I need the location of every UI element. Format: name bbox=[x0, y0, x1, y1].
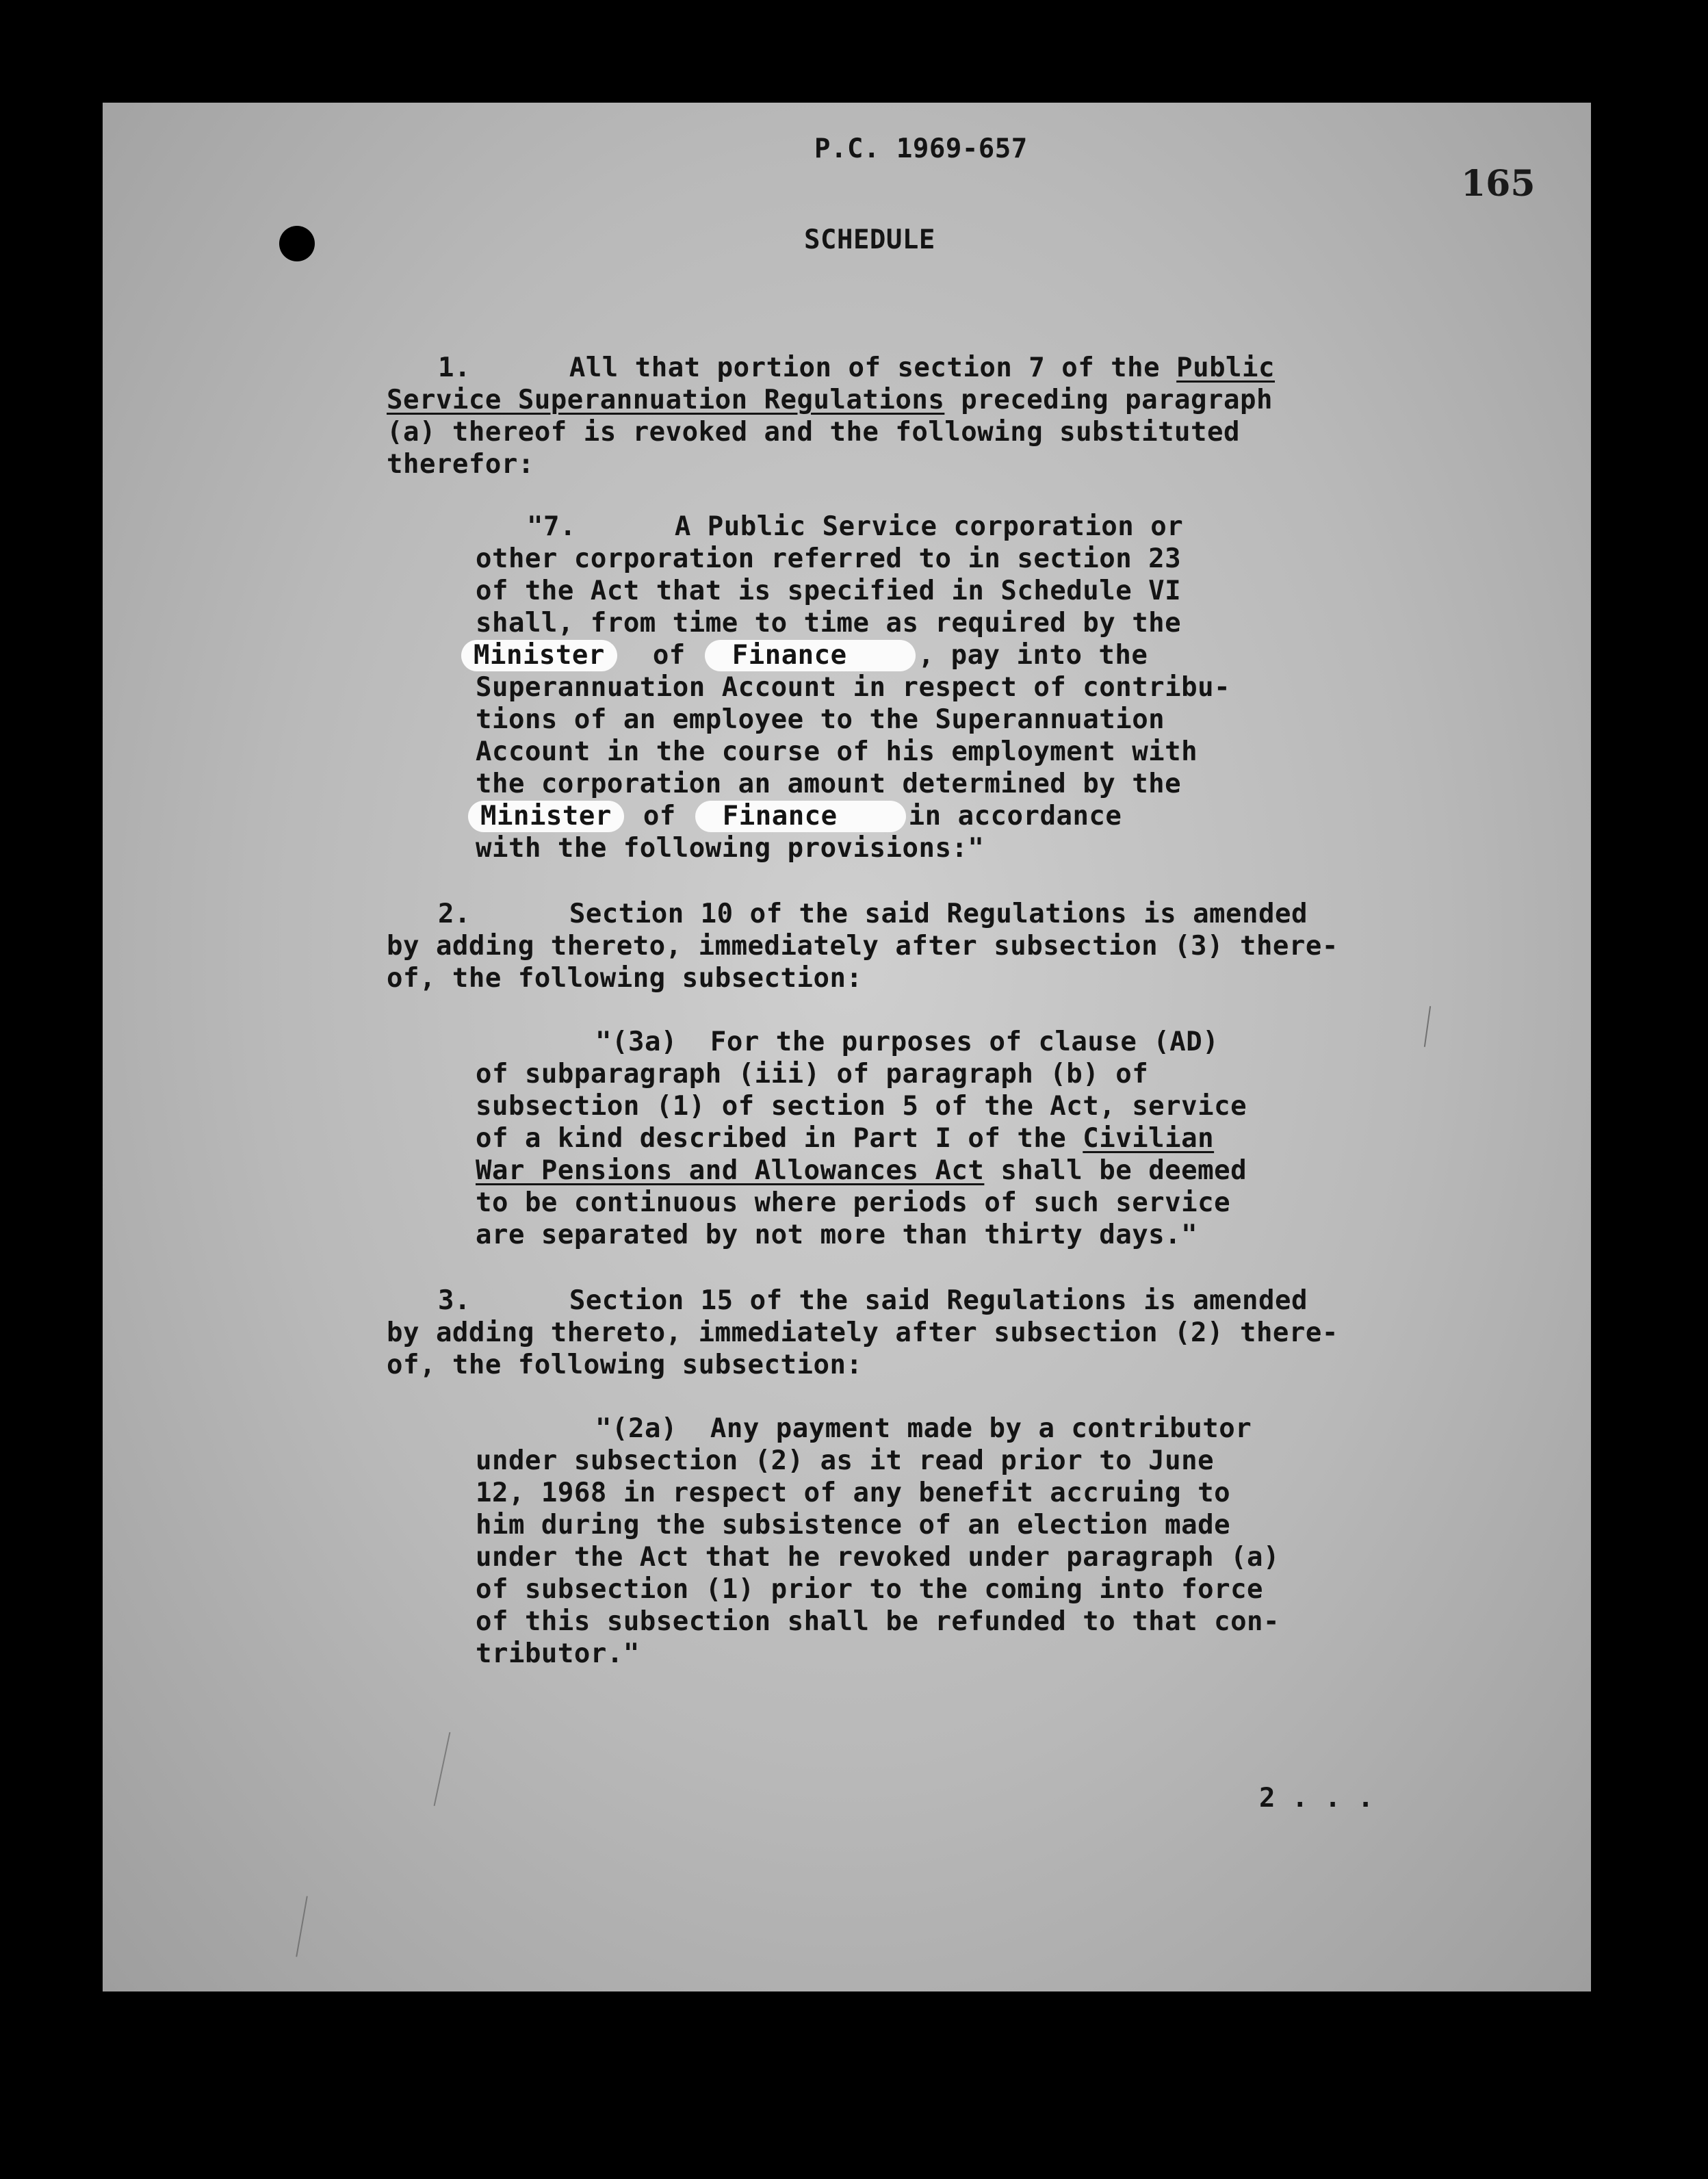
quote-2a-line-3: 12, 1968 in respect of any benefit accruing to bbox=[476, 1478, 1231, 1508]
quote-2a-line-1: "(2a) Any payment made by a contributor bbox=[595, 1413, 1252, 1444]
punch-hole bbox=[279, 226, 315, 261]
quote-3a-line-4: of a kind described in Part I of the Civilian bbox=[476, 1123, 1215, 1154]
continued-marker: 2 . . . bbox=[1259, 1783, 1374, 1814]
page-number: 165 bbox=[1461, 163, 1536, 205]
quote-7-line-7: tions of an employee to the Superannuation bbox=[476, 704, 1165, 735]
quote-2a-line-7: of this subsection shall be refunded to that con- bbox=[476, 1606, 1280, 1637]
quote-2a-line-5: under the Act that he revoked under paragraph (a) bbox=[476, 1542, 1280, 1573]
quote-7-line-1: "7. A Public Service corporation or bbox=[527, 511, 1184, 542]
quote-7-line-9: the corporation an amount determined by the bbox=[476, 769, 1182, 799]
scratch-mark bbox=[1424, 1006, 1431, 1047]
quote-2a-line-8: tributor." bbox=[476, 1638, 640, 1669]
quote-3a-line-3: subsection (1) of section 5 of the Act, service bbox=[476, 1091, 1247, 1122]
section-1-line-1: 1. All that portion of section 7 of the Public bbox=[438, 352, 1275, 383]
quote-3a-line-7: are separated by not more than thirty days." bbox=[476, 1220, 1198, 1250]
quote-7-line-10: Minister of Finance in accordance bbox=[465, 801, 1122, 832]
document-page bbox=[103, 103, 1591, 1991]
quote-3a-line-2: of subparagraph (iii) of paragraph (b) of bbox=[476, 1059, 1149, 1090]
quote-7-line-3: of the Act that is specified in Schedule VI bbox=[476, 576, 1182, 606]
section-3-line-3: of, the following subsection: bbox=[387, 1350, 863, 1380]
section-2-line-3: of, the following subsection: bbox=[387, 963, 863, 994]
section-2-line-1: 2. Section 10 of the said Regulations is amended bbox=[438, 899, 1308, 929]
quote-7-line-6: Superannuation Account in respect of contribu- bbox=[476, 672, 1231, 703]
scratch-mark bbox=[434, 1732, 451, 1806]
quote-7-line-2: other corporation referred to in section 23 bbox=[476, 543, 1182, 574]
quote-2a-line-2: under subsection (2) as it read prior to June bbox=[476, 1445, 1215, 1476]
quote-3a-line-5: War Pensions and Allowances Act shall be deemed bbox=[476, 1155, 1247, 1186]
section-2-line-2: by adding thereto, immediately after subsection (3) there- bbox=[387, 931, 1338, 962]
section-1-line-2: Service Superannuation Regulations preceding paragraph bbox=[387, 385, 1273, 415]
quote-7-line-5: Minister of Finance , pay into the bbox=[458, 640, 1148, 671]
section-1-line-3: (a) thereof is revoked and the following substituted bbox=[387, 417, 1240, 448]
quote-3a-line-6: to be continuous where periods of such service bbox=[476, 1187, 1231, 1218]
quote-2a-line-4: him during the subsistence of an election made bbox=[476, 1510, 1231, 1540]
scratch-mark bbox=[296, 1896, 308, 1957]
schedule-title: SCHEDULE bbox=[804, 224, 935, 255]
pc-number: P.C. 1969-657 bbox=[814, 133, 1028, 164]
quote-7-line-8: Account in the course of his employment with bbox=[476, 736, 1198, 767]
quote-2a-line-6: of subsection (1) prior to the coming into force bbox=[476, 1574, 1264, 1605]
quote-7-line-4: shall, from time to time as required by the bbox=[476, 608, 1182, 639]
section-1-line-4: therefor: bbox=[387, 449, 534, 480]
quote-3a-line-1: "(3a) For the purposes of clause (AD) bbox=[595, 1027, 1219, 1057]
quote-7-line-11: with the following provisions:" bbox=[476, 833, 985, 864]
section-3-line-1: 3. Section 15 of the said Regulations is amended bbox=[438, 1285, 1308, 1316]
section-3-line-2: by adding thereto, immediately after subsection (2) there- bbox=[387, 1317, 1338, 1348]
